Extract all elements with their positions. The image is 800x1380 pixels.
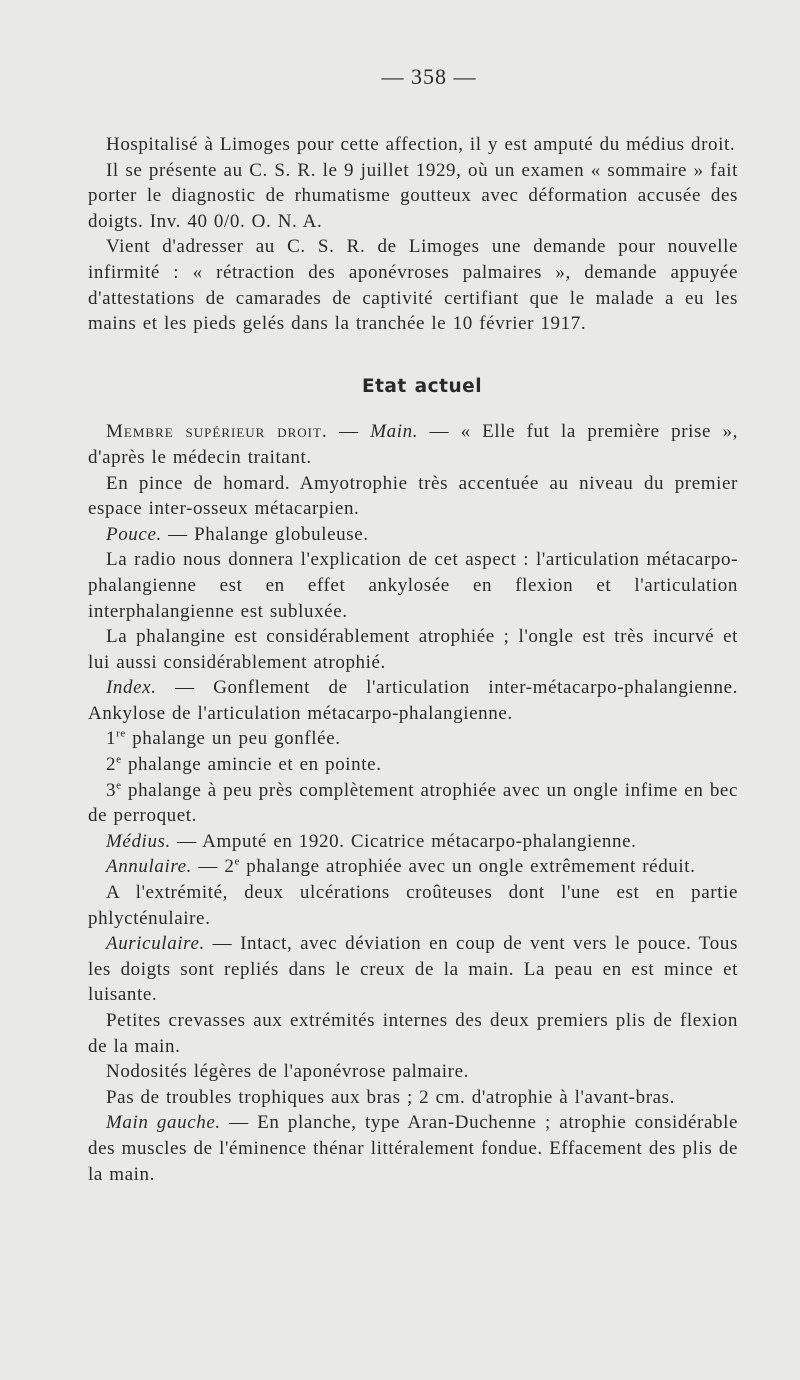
paragraph-radio: La radio nous donnera l'explication de cet aspect : l'articulation métacarpo-phalangienne est en effet ankylosée en flexion et l'articulation interphalangienne est subluxée. bbox=[88, 549, 738, 622]
ordinal-number: 1 bbox=[106, 728, 117, 750]
label-main-gauche: Main gauche. bbox=[106, 1112, 221, 1134]
paragraph-medius bbox=[88, 829, 738, 855]
paragraph-text: phalange à peu près complètement atrophiée avec un ongle infime en bec de perroquet. bbox=[88, 779, 738, 827]
ordinal-suffix: re bbox=[116, 728, 126, 741]
paragraph-text: Phalange globuleuse. bbox=[194, 523, 369, 545]
paragraph-text: Amputé en 1920. Cicatrice métacarpo-phalangienne. bbox=[202, 830, 637, 852]
paragraph-text: phalange atrophiée avec un ongle extrêmement réduit. bbox=[239, 856, 696, 878]
paragraph-phalange-1 bbox=[88, 726, 738, 752]
dash: — bbox=[220, 1112, 258, 1134]
dash: — bbox=[418, 421, 461, 443]
ordinal-suffix: e bbox=[234, 856, 240, 869]
dash: — bbox=[204, 933, 241, 955]
paragraph-intro-2: Il se présente au C. S. R. le 9 juillet 1929, où un examen « sommaire » fait porter le diagnostic de rhumatisme goutteux avec déformation accusée des doigts. Inv. 40 0/0. O. N. A. bbox=[88, 159, 738, 232]
dash: — bbox=[192, 856, 225, 878]
paragraph-text: Intact, avec déviation en coup de vent vers le pouce. Tous les doigts sont repliés dans le creux de la main. La peau en est mince et luisante. bbox=[88, 933, 738, 1006]
paragraph-main-gauche bbox=[88, 1110, 738, 1187]
paragraph-text: phalange un peu gonflée. bbox=[125, 728, 341, 750]
ordinal-number: 3 bbox=[106, 779, 117, 801]
paragraph-nodosites: Nodosités légères de l'aponévrose palmaire. bbox=[106, 1061, 469, 1083]
section-heading: Etat actuel bbox=[361, 375, 483, 397]
paragraph-text: phalange amincie et en pointe. bbox=[121, 754, 382, 776]
paragraph-index bbox=[88, 675, 738, 726]
label-auriculaire: Auriculaire. bbox=[106, 933, 205, 955]
paragraph-text: En planche, type Aran-Duchenne ; atrophie considérable des muscles de l'éminence thénar littéralement fondue. Effacement des plis de la main. bbox=[88, 1112, 738, 1185]
dash: — bbox=[156, 677, 214, 699]
dash: — bbox=[327, 421, 371, 443]
paragraph-annulaire bbox=[88, 854, 738, 880]
body-text bbox=[88, 132, 738, 1187]
dash: — bbox=[161, 523, 195, 545]
label-membre: Membre supérieur droit. bbox=[106, 421, 328, 443]
label-annulaire: Annulaire. bbox=[106, 856, 193, 878]
label-pouce: Pouce. bbox=[106, 523, 162, 545]
label-index: Index. bbox=[106, 677, 157, 699]
paragraph-membre bbox=[88, 419, 738, 470]
paragraph-phalange-3 bbox=[88, 778, 738, 829]
label-main: Main. bbox=[370, 421, 419, 443]
dash: — bbox=[170, 830, 203, 852]
paragraph-troubles: Pas de troubles trophiques aux bras ; 2 cm. d'atrophie à l'avant-bras. bbox=[106, 1086, 676, 1108]
paragraph-auriculaire bbox=[88, 931, 738, 1008]
page-number: — 358 — bbox=[381, 64, 477, 89]
ordinal-number: 2 bbox=[106, 754, 117, 776]
paragraph-crevasses: Petites crevasses aux extrémités internes des deux premiers plis de flexion de la main. bbox=[88, 1010, 738, 1057]
paragraph-text: « Elle fut la première prise », d'après le médecin traitant. bbox=[88, 421, 738, 468]
paragraph-intro-3: Vient d'adresser au C. S. R. de Limoges une demande pour nouvelle infirmité : « rétraction des aponévroses palmaires », demande appuyée d'attestations de camarades de captivité certifiant que le malade a eu les mains et les pieds gelés dans la tranchée le 10 février 1917. bbox=[88, 236, 738, 335]
paragraph-pince: En pince de homard. Amyotrophie très accentuée au niveau du premier espace inter-osseux métacarpien. bbox=[88, 472, 738, 520]
paragraph-text: Gonflement de l'articulation inter-métacarpo-phalangienne. Ankylose de l'articulation métacarpo-phalangienne. bbox=[88, 677, 738, 724]
paragraph-phalange-2 bbox=[88, 752, 738, 778]
ordinal-suffix: e bbox=[116, 779, 122, 792]
label-medius: Médius. bbox=[106, 830, 171, 852]
paragraph-extremite: A l'extrémité, deux ulcérations croûteuses dont l'une est en partie phlycténulaire. bbox=[88, 882, 738, 929]
ordinal-suffix: e bbox=[116, 753, 122, 766]
paragraph-pouce bbox=[88, 522, 738, 548]
paragraph-phalangine: La phalangine est considérablement atrophiée ; l'ongle est très incurvé et lui aussi considérablement atrophié. bbox=[88, 626, 738, 673]
ordinal-number: 2 bbox=[224, 856, 235, 878]
paragraph-intro-1: Hospitalisé à Limoges pour cette affection, il y est amputé du médius droit. bbox=[106, 134, 736, 155]
